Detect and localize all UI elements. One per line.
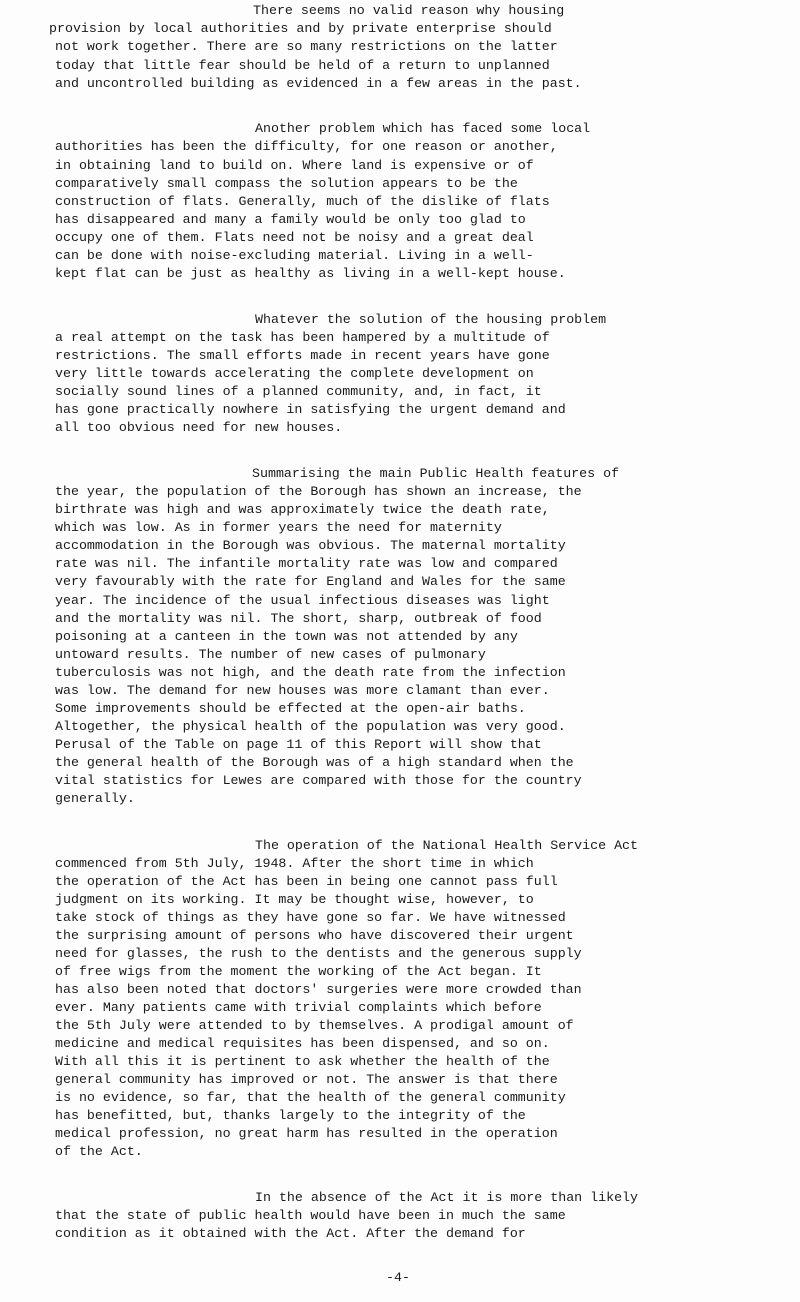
text-line: of free wigs from the moment the working of the Act began. It [55,964,542,979]
text-line: of the Act. [55,1144,143,1159]
text-line: a real attempt on the task has been hampered by a multitude of [55,330,550,345]
text-line: Altogether, the physical health of the population was very good. [55,719,566,734]
text-line: commenced from 5th July, 1948. After the short time in which [55,856,534,871]
text-line: generally. [55,791,135,806]
text-line: the 5th July were attended to by themselves. A prodigal amount of [55,1018,574,1033]
text-line: the surprising amount of persons who have discovered their urgent [55,928,574,943]
text-line: kept flat can be just as healthy as living in a well-kept house. [55,266,566,281]
text-line: today that little fear should be held of a return to unplanned [55,58,550,73]
text-line: Some improvements should be effected at the open-air baths. [55,701,526,716]
text-line: year. The incidence of the usual infectious diseases was light [55,593,550,608]
text-line: rate was nil. The infantile mortality rate was low and compared [55,556,558,571]
text-line: ever. Many patients came with trivial complaints which before [55,1000,542,1015]
text-line: need for glasses, the rush to the dentists and the generous supply [55,946,582,961]
text-line: has disappeared and many a family would be only too glad to [55,212,526,227]
text-line: socially sound lines of a planned community, and, in fact, it [55,384,542,399]
text-line: medicine and medical requisites has been dispensed, and so on. [55,1036,550,1051]
text-line: that the state of public health would have been in much the same [55,1208,566,1223]
text-line: tuberculosis was not high, and the death rate from the infection [55,665,566,680]
text-line: With all this it is pertinent to ask whether the health of the [55,1054,550,1069]
text-line: is no evidence, so far, that the health of the general community [55,1090,566,1105]
text-line: has gone practically nowhere in satisfying the urgent demand and [55,402,566,417]
text-line: judgment on its working. It may be thought wise, however, to [55,892,534,907]
text-line: untoward results. The number of new cases of pulmonary [55,647,486,662]
text-line: was low. The demand for new houses was more clamant than ever. [55,683,550,698]
text-line: and the mortality was nil. The short, sharp, outbreak of food [55,611,542,626]
text-line: in obtaining land to build on. Where land is expensive or of [55,158,534,173]
text-line: very favourably with the rate for England and Wales for the same [55,574,566,589]
text-line: construction of flats. Generally, much of the dislike of flats [55,194,550,209]
text-line: which was low. As in former years the need for maternity [55,520,502,535]
text-line: medical profession, no great harm has resulted in the operation [55,1126,558,1141]
text-line: not work together. There are so many restrictions on the latter [55,39,558,54]
text-line: There seems no valid reason why housing [253,3,565,18]
text-line: accommodation in the Borough was obvious. The maternal mortality [55,538,566,553]
text-line: The operation of the National Health Service Act [255,838,639,853]
text-line: In the absence of the Act it is more than likely [255,1190,639,1205]
text-line: the operation of the Act has been in being one cannot pass full [55,874,558,889]
text-line: provision by local authorities and by private enterprise should [49,21,552,36]
text-line: has also been noted that doctors' surgeries were more crowded than [55,982,582,997]
text-line: vital statistics for Lewes are compared with those for the country [55,773,582,788]
text-line: the general health of the Borough was of a high standard when the [55,755,574,770]
text-line: has benefitted, but, thanks largely to the integrity of the [55,1108,526,1123]
text-line: Summarising the main Public Health features of [252,466,620,481]
text-line: all too obvious need for new houses. [55,420,343,435]
text-line: occupy one of them. Flats need not be noisy and a great deal [55,230,534,245]
text-line: restrictions. The small efforts made in recent years have gone [55,348,550,363]
text-line: take stock of things as they have gone so far. We have witnessed [55,910,566,925]
page-number: -4- [386,1270,410,1285]
text-line: poisoning at a canteen in the town was not attended by any [55,629,518,644]
text-line: comparatively small compass the solution appears to be the [55,176,518,191]
text-line: Another problem which has faced some local [255,121,591,136]
text-line: Whatever the solution of the housing problem [255,312,607,327]
text-line: birthrate was high and was approximately twice the death rate, [55,502,550,517]
text-line: general community has improved or not. The answer is that there [55,1072,558,1087]
text-line: condition as it obtained with the Act. After the demand for [55,1226,526,1241]
text-line: authorities has been the difficulty, for one reason or another, [55,139,558,154]
text-line: Perusal of the Table on page 11 of this Report will show that [55,737,542,752]
text-line: can be done with noise-excluding material. Living in a well- [55,248,534,263]
text-line: very little towards accelerating the complete development on [55,366,534,381]
text-line: and uncontrolled building as evidenced in a few areas in the past. [55,76,582,91]
text-line: the year, the population of the Borough has shown an increase, the [55,484,582,499]
